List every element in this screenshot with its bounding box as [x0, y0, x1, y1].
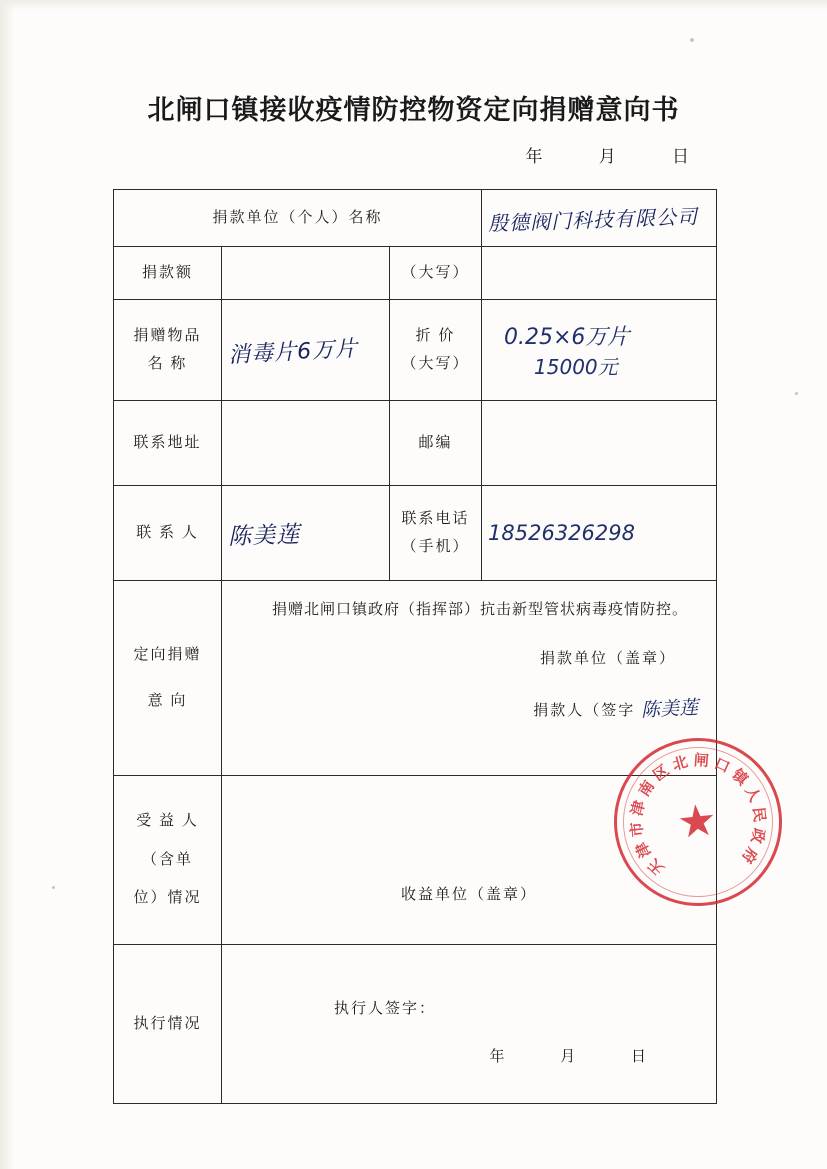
intent-label-line1: 定向捐赠	[133, 646, 202, 663]
table-row	[114, 486, 717, 581]
goods-valuation-label-line2: （大写）	[401, 356, 470, 372]
table-row	[114, 945, 717, 1104]
table-row	[114, 776, 717, 945]
goods-name-label-line2: 名 称	[147, 356, 188, 372]
donor-name-handwriting: 殷德阀门科技有限公司	[487, 203, 699, 236]
goods-valuation-handwriting-line2: 15000元	[534, 355, 618, 379]
intent-label	[114, 581, 222, 776]
beneficiary-label	[114, 776, 222, 945]
seal-character: 政	[746, 826, 767, 847]
execution-label: 执行情况	[114, 945, 222, 1104]
donation-amount-uppercase-value[interactable]	[482, 247, 717, 300]
contact-phone-handwriting: 18526326298	[488, 521, 635, 545]
goods-name-value[interactable]	[222, 300, 390, 401]
table-row	[114, 190, 717, 247]
donation-amount-value[interactable]	[222, 247, 390, 300]
seal-star-icon: ★	[674, 794, 722, 849]
beneficiary-label-line3: 位）情况	[133, 890, 202, 907]
header-date-line: 年 月 日	[525, 147, 715, 166]
seal-character: 闸	[693, 753, 712, 771]
table-row	[114, 300, 717, 401]
donation-amount-uppercase-label: （大写）	[390, 247, 482, 300]
seal-character: 天	[644, 853, 668, 878]
goods-name-handwriting: 消毒片6万片	[227, 336, 359, 368]
scan-edge-left	[0, 0, 14, 1169]
contact-phone-label	[390, 486, 482, 581]
donor-name-label: 捐款单位（个人）名称	[114, 190, 482, 247]
beneficiary-content[interactable]	[222, 753, 768, 945]
table-row	[114, 581, 717, 776]
donation-form-table	[113, 189, 768, 1104]
execution-date-line: 年 月 日	[489, 1049, 673, 1065]
goods-valuation-value[interactable]	[482, 300, 717, 401]
seal-character: 市	[628, 819, 647, 838]
seal-character: 民	[749, 806, 768, 825]
beneficiary-label-line1: 受 益 人	[136, 813, 199, 830]
goods-valuation-handwriting-line1: 0.25×6万片	[504, 325, 630, 350]
goods-valuation-label	[390, 300, 482, 401]
table-row	[114, 247, 717, 300]
contact-phone-label-line1: 联系电话	[401, 510, 470, 527]
table-row	[114, 401, 717, 486]
contact-person-label: 联 系 人	[114, 486, 222, 581]
donor-signature-line	[228, 694, 710, 721]
goods-valuation-label-line1: 折 价	[415, 327, 456, 344]
contact-person-value[interactable]	[222, 486, 390, 581]
contact-person-handwriting: 陈美莲	[227, 521, 301, 550]
goods-name-label-line1: 捐赠物品	[133, 327, 202, 344]
postcode-label: 邮编	[390, 401, 482, 486]
seal-character: 口	[711, 755, 734, 778]
donor-stamp-line: 捐款单位（盖章）	[540, 651, 677, 667]
seal-character: 镇	[728, 766, 752, 791]
seal-character: 区	[650, 761, 675, 785]
postcode-value[interactable]	[482, 401, 717, 486]
contact-phone-value[interactable]	[482, 486, 717, 581]
seal-character: 府	[736, 844, 760, 868]
scan-edge-top	[0, 0, 827, 10]
scan-speck	[52, 886, 55, 889]
scan-speck	[795, 392, 798, 395]
execution-content[interactable]	[222, 945, 717, 1104]
donor-signature-label: 捐款人（签字	[533, 703, 636, 719]
executor-signature-label: 执行人签字：	[334, 1001, 437, 1017]
beneficiary-stamp-line: 收益单位（盖章）	[401, 886, 538, 903]
seal-character: 人	[741, 784, 764, 807]
donor-signature-handwriting: 陈美莲	[640, 696, 699, 722]
seal-character: 南	[636, 776, 660, 800]
page-title: 北闸口镇接收疫情防控物资定向捐赠意向书	[147, 95, 680, 125]
scan-speck	[690, 38, 694, 42]
intent-label-line2: 意 向	[147, 693, 188, 709]
seal-character: 北	[670, 753, 692, 774]
intent-content[interactable]	[222, 581, 717, 776]
contact-phone-label-line2: （手机）	[401, 539, 470, 555]
beneficiary-label-line2: （含单	[141, 851, 193, 868]
contact-address-label: 联系地址	[114, 401, 222, 486]
goods-name-label	[114, 300, 222, 401]
donor-name-value[interactable]	[482, 190, 717, 247]
contact-address-value[interactable]	[222, 401, 390, 486]
seal-character: 津	[632, 837, 655, 860]
intent-text: 捐赠北闸口镇政府（指挥部）抗击新型管状病毒疫情防控。	[272, 602, 689, 618]
seal-character: 津	[629, 797, 650, 818]
donation-amount-label: 捐款额	[114, 247, 222, 300]
